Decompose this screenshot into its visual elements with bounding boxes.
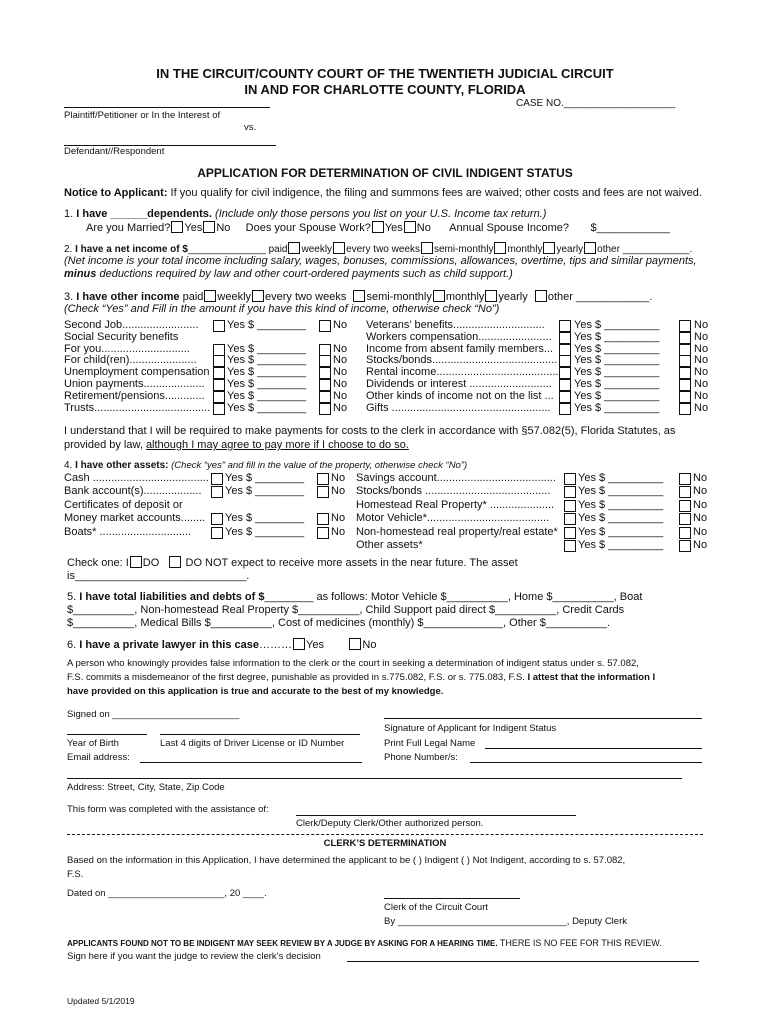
q6-line (67, 638, 376, 651)
income-item-no-checkbox[interactable] (679, 391, 691, 403)
income-item-no-checkbox[interactable] (319, 355, 331, 367)
income-item-yes-checkbox[interactable] (559, 367, 571, 379)
married-yes-label: Yes (184, 222, 203, 234)
q2-note-2-text: deductions required by law and other court-ordered payments such as child support.) (96, 268, 513, 280)
lawyer-no-label: No (362, 639, 377, 651)
asset-item-label: Other assets* (356, 539, 423, 551)
income-item-label: Rental income........................................ (366, 366, 559, 379)
income-item-label: Income from absent family members... (366, 342, 554, 355)
spouse-income-field[interactable]: $____________ (590, 222, 670, 234)
income-item-yes-checkbox[interactable] (213, 367, 225, 379)
liabilities-fields-1[interactable]: ________ as follows: Motor Vehicle $__________, Home $__________, Boat (264, 591, 643, 603)
asset-item-yes-checkbox[interactable] (564, 540, 576, 552)
income-item-no-label: No (333, 319, 348, 331)
income-item-yes-checkbox[interactable] (559, 379, 571, 391)
case-number[interactable]: CASE NO.____________________ (516, 98, 676, 109)
q2-monthly-label: monthly (507, 244, 543, 255)
income-item-label: Other kinds of income not on the list ... (366, 389, 554, 402)
income-item-amount-field[interactable]: Yes $ _________ (574, 389, 660, 402)
married-no-label: No (216, 222, 231, 234)
asset-item-yes-checkbox[interactable] (211, 473, 223, 485)
q3-monthly-label: monthly (445, 291, 485, 303)
asset-item-amount-field[interactable]: Yes $ ________ (225, 512, 305, 525)
income-item-label: For child(ren)...................... (64, 354, 197, 367)
asset-item-no-checkbox[interactable] (317, 486, 329, 498)
q3-other-checkbox[interactable] (535, 290, 547, 302)
asset-item-label: Bank account(s)................... (64, 485, 202, 498)
asset-item-amount-field[interactable]: Yes $ ________ (225, 472, 305, 484)
asset-item-amount-field[interactable]: Yes $ _________ (578, 539, 664, 551)
net-income-field[interactable]: ______________ (187, 244, 269, 255)
income-item-yes-checkbox[interactable] (559, 320, 571, 332)
do-label: DO (142, 557, 160, 569)
q1-number: 1. (64, 208, 77, 220)
dependents-field[interactable]: I have ______dependents. (76, 208, 212, 220)
q3-weekly-checkbox[interactable] (204, 290, 216, 302)
judge-review-label: Sign here if you want the judge to review the clerk’s decision (67, 951, 321, 962)
income-item-no-label: No (694, 330, 709, 343)
clerk-determination-line-1: Based on the information in this Application, I have determined the applicant to be ( ) Indigent ( ) Not Indigent, according to s. 57.082, (67, 855, 626, 866)
income-item-label: Unemployment compensation (64, 366, 210, 379)
income-item-no-checkbox[interactable] (679, 379, 691, 391)
q1-line (64, 208, 546, 220)
asset-item-yes-checkbox[interactable] (564, 486, 576, 498)
email-line[interactable] (140, 762, 362, 763)
email-label: Email address: (67, 752, 130, 763)
income-item-yes-checkbox[interactable] (213, 320, 225, 332)
court-title-line1: IN THE CIRCUIT/COUNTY COURT OF THE TWENTIETH JUDICIAL CIRCUIT (156, 66, 614, 81)
income-item-no-checkbox[interactable] (679, 367, 691, 379)
income-item-no-label: No (333, 342, 348, 355)
income-item-amount-field[interactable]: Yes $ ________ (227, 319, 307, 331)
clerk-determination-line-2: F.S. (67, 869, 84, 880)
income-item-no-label: No (333, 401, 348, 414)
married-label: Are you Married? (86, 222, 171, 234)
q4-note: (Check “yes” and fill in the value of the property, otherwise check “No”) (168, 460, 468, 471)
plaintiff-label: Plaintiff/Petitioner or In the Interest of (64, 110, 221, 121)
clerk-court-label: Clerk of the Circuit Court (384, 902, 489, 913)
asset-item-label: Homestead Real Property* ..................... (356, 498, 555, 511)
other-assets-label: I have other assets: (75, 460, 169, 471)
income-item-amount-field[interactable]: Yes $ ________ (227, 354, 307, 367)
judge-review-line[interactable] (347, 961, 699, 962)
clerk-auth-label: Clerk/Deputy Clerk/Other authorized person. (296, 818, 484, 829)
income-item-no-checkbox[interactable] (679, 344, 691, 356)
income-item-yes-checkbox[interactable] (559, 403, 571, 415)
asset-item-amount-field[interactable]: Yes $ _________ (578, 485, 664, 498)
liabilities-fields-3[interactable]: $__________, Medical Bills $__________, Cost of medicines (monthly) $_____________, Other $__________. (67, 617, 611, 629)
q4-number: 4. (64, 460, 76, 471)
warning-text: F.S. commits a misdemeanor of the first degree, punishable as provided in s.775.082, F.S. or s. 775.083, F.S. (67, 672, 528, 683)
court-title-line2: IN AND FOR CHARLOTTE COUNTY, FLORIDA (244, 82, 526, 97)
asset-item-amount-field[interactable]: Yes $ ________ (225, 485, 305, 498)
defendant-label: Defendant//Respondent (64, 146, 165, 157)
q2-yearly-label: yearly (556, 244, 584, 255)
review-notice-rest: THERE IS NO FEE FOR THIS REVIEW. (497, 938, 662, 948)
review-notice-bold: APPLICANTS FOUND NOT TO BE INDIGENT MAY SEEK REVIEW BY A JUDGE BY ASKING FOR A HEARING TIME. (67, 939, 498, 948)
income-item-no-checkbox[interactable] (679, 403, 691, 415)
asset-item-no-checkbox[interactable] (679, 500, 691, 512)
q2-other-checkbox[interactable] (584, 242, 596, 254)
q3-yearly-checkbox[interactable] (485, 290, 497, 302)
income-item-no-checkbox[interactable] (679, 320, 691, 332)
income-item-no-label: No (694, 354, 709, 367)
asset-item-no-label: No (693, 472, 708, 484)
private-lawyer-label: I have a private lawyer in this case (79, 639, 259, 651)
license-line[interactable] (160, 734, 360, 735)
asset-item-no-label: No (693, 485, 708, 498)
q6-dots: ……… (259, 639, 292, 651)
income-item-no-label: No (333, 354, 348, 367)
income-item-yes-checkbox[interactable] (559, 355, 571, 367)
asset-item-no-label: No (693, 512, 708, 525)
income-item-amount-field[interactable]: Yes $ ________ (227, 342, 307, 355)
applicant-signature-line[interactable] (384, 718, 702, 719)
income-item-no-label: No (694, 319, 709, 331)
spouse-work-label: Does your Spouse Work? (245, 222, 371, 234)
lawyer-no-checkbox[interactable] (349, 638, 361, 650)
income-item-amount-field[interactable]: Yes $ _________ (574, 366, 660, 379)
net-income-label: I have a net income of $ (75, 244, 188, 255)
year-birth-label: Year of Birth (67, 738, 119, 749)
spouse-work-no-label: No (416, 222, 431, 234)
asset-item-label: Motor Vehicle*........................................ (356, 512, 550, 525)
asset-item-amount-field[interactable]: Yes $ ________ (225, 525, 305, 538)
q2-yearly-checkbox[interactable] (543, 242, 555, 254)
asset-item-no-checkbox[interactable] (317, 473, 329, 485)
check-one-line (67, 556, 518, 569)
income-item-no-label: No (694, 366, 709, 379)
income-item-no-checkbox[interactable] (679, 355, 691, 367)
phone-line[interactable] (470, 762, 702, 763)
updated-date: Updated 5/1/2019 (67, 996, 135, 1006)
asset-item-yes-checkbox[interactable] (564, 473, 576, 485)
asset-item-yes-checkbox[interactable] (211, 486, 223, 498)
liabilities-label: I have total liabilities and debts of $ (79, 591, 265, 603)
q3-paid-label: paid (179, 291, 204, 303)
do-not-checkbox[interactable] (169, 556, 181, 568)
q3-semi-checkbox[interactable] (353, 290, 365, 302)
print-name-label: Print Full Legal Name (384, 738, 476, 749)
income-item-no-label: No (333, 366, 348, 379)
income-item-label: Second Job......................... (64, 319, 199, 331)
asset-item-no-label: No (331, 485, 346, 498)
spouse-work-no-checkbox[interactable] (404, 221, 416, 233)
income-item-no-label: No (333, 378, 348, 390)
income-item-amount-field[interactable]: Yes $ _________ (574, 378, 660, 390)
warning-line-3: have provided on this application is true and accurate to the best of my knowledge. (67, 686, 444, 697)
asset-item-yes-checkbox[interactable] (564, 513, 576, 525)
asset-item-no-checkbox[interactable] (679, 527, 691, 539)
income-item-amount-field[interactable]: Yes $ ________ (227, 389, 307, 402)
clerk-heading: CLERK’S DETERMINATION (323, 838, 447, 849)
q3-weekly-label: weekly (217, 291, 252, 303)
asset-item-no-label: No (331, 525, 346, 538)
signed-on-field[interactable]: Signed on ________________________ (67, 709, 240, 720)
warning-line-2 (67, 672, 655, 683)
q5-line-1 (67, 591, 642, 603)
clerk-divider (67, 834, 703, 835)
asset-item-no-checkbox[interactable] (679, 473, 691, 485)
dated-on-field[interactable]: Dated on ______________________, 20 ____. (67, 888, 267, 899)
q2-note-2 (64, 268, 513, 280)
phone-label: Phone Number/s: (384, 752, 458, 763)
q2-monthly-checkbox[interactable] (494, 242, 506, 254)
asset-item-label: Cash ...................................... (64, 472, 209, 484)
income-item-amount-field[interactable]: Yes $ _________ (574, 354, 660, 367)
print-name-line[interactable] (485, 748, 702, 749)
income-item-no-checkbox[interactable] (319, 344, 331, 356)
income-item-label: Stocks/bonds......................................... (366, 354, 558, 367)
q2-every-two-checkbox[interactable] (333, 242, 345, 254)
understand-line-2 (64, 439, 409, 451)
understand-text: provided by law, (64, 439, 146, 451)
income-item-amount-field[interactable]: Yes $ ________ (227, 378, 307, 390)
q6-number: 6. (67, 639, 80, 651)
lawyer-yes-label: Yes (306, 639, 324, 651)
married-no-checkbox[interactable] (203, 221, 215, 233)
clerk-signature-line[interactable] (384, 898, 520, 899)
do-checkbox[interactable] (130, 556, 142, 568)
married-yes-checkbox[interactable] (171, 221, 183, 233)
understand-line-1: I understand that I will be required to make payments for costs to the clerk in accordance with §57.082(5), Florida Statutes, as (64, 425, 676, 437)
q3-note: (Check “Yes” and Fill in the amount if you have this kind of income, otherwise check “No”) (64, 303, 500, 315)
form-title: APPLICATION FOR DETERMINATION OF CIVIL INDIGENT STATUS (197, 166, 573, 180)
q4-line (64, 460, 467, 471)
q2-other-label[interactable]: other ____________. (597, 244, 693, 255)
q2-line (64, 242, 692, 255)
income-item-label: Veterans’ benefits.............................. (366, 319, 545, 331)
completed-label: This form was completed with the assistance of: (67, 804, 269, 815)
q1-note: (Include only those persons you list on your U.S. Income tax return.) (211, 208, 547, 220)
q5-number: 5. (67, 591, 80, 603)
asset-item-amount-field[interactable]: Yes $ _________ (578, 498, 664, 511)
income-item-label: Union payments.................... (64, 378, 205, 390)
q3-number: 3. (64, 291, 77, 303)
q3-semi-label: semi-monthly (366, 291, 432, 303)
asset-item-yes-checkbox[interactable] (211, 527, 223, 539)
q2-weekly-checkbox[interactable] (288, 242, 300, 254)
q3-yearly-label: yearly (498, 291, 528, 303)
asset-item-yes-checkbox[interactable] (564, 527, 576, 539)
income-item-amount-field[interactable]: Yes $ _________ (574, 319, 660, 331)
income-item-label: Dividends or interest ........................... (366, 378, 552, 390)
asset-item-no-checkbox[interactable] (679, 486, 691, 498)
income-item-no-label: No (694, 401, 709, 414)
income-item-label: Trusts...................................... (64, 401, 211, 414)
asset-item-no-label: No (331, 512, 346, 525)
spouse-work-yes-label: Yes (384, 222, 403, 234)
asset-item-no-label: No (693, 539, 708, 551)
income-item-no-label: No (333, 389, 348, 402)
income-item-label: Workers compensation........................ (366, 330, 552, 343)
income-item-amount-field[interactable]: Yes $ _________ (574, 342, 660, 355)
q3-other-label[interactable]: other ____________. (547, 291, 653, 303)
address-label: Address: Street, City, State, Zip Code (67, 782, 225, 793)
liabilities-fields-2[interactable]: $__________, Non-homestead Real Property $__________, Child Support paid direct $__________, Credit Cards (67, 604, 625, 616)
asset-item-no-label: No (331, 472, 346, 484)
review-notice (67, 938, 662, 948)
q1-married-line (86, 221, 670, 234)
q3-every-two-label: every two weeks (265, 291, 347, 303)
income-item-yes-checkbox[interactable] (213, 344, 225, 356)
spouse-work-yes-checkbox[interactable] (372, 221, 384, 233)
asset-item-no-label: No (693, 498, 708, 511)
asset-item-no-checkbox[interactable] (317, 513, 329, 525)
income-item-label: Gifts .................................................... (366, 401, 551, 414)
notice-label: Notice to Applicant: (64, 187, 168, 199)
income-item-no-label: No (694, 389, 709, 402)
lawyer-yes-checkbox[interactable] (293, 638, 305, 650)
income-item-amount-field[interactable]: Yes $ ________ (227, 366, 307, 379)
q2-every-two-label: every two weeks (346, 244, 420, 255)
income-item-no-checkbox[interactable] (319, 320, 331, 332)
income-item-yes-checkbox[interactable] (213, 355, 225, 367)
income-item-label: For you............................. (64, 342, 190, 355)
income-item-yes-checkbox[interactable] (213, 391, 225, 403)
vs-label: vs. (244, 122, 257, 133)
completed-line[interactable] (296, 815, 576, 816)
paid-label: paid (268, 244, 288, 255)
q3-line (64, 290, 652, 303)
do-not-label: DO NOT expect to receive more assets in the near future. The asset (185, 557, 518, 569)
check-one-label: Check one: I (67, 557, 129, 569)
asset-item-no-checkbox[interactable] (317, 527, 329, 539)
q2-semi-label: semi-monthly (433, 244, 494, 255)
asset-item-amount-field[interactable]: Yes $ _________ (578, 472, 664, 484)
asset-item-label: Non-homestead real property/real estate* (356, 525, 558, 538)
notice (64, 187, 702, 199)
income-item-no-checkbox[interactable] (679, 332, 691, 344)
income-item-yes-checkbox[interactable] (559, 332, 571, 344)
q3-monthly-checkbox[interactable] (433, 290, 445, 302)
asset-item-no-checkbox[interactable] (679, 513, 691, 525)
asset-item-label: Stocks/bonds ......................................... (356, 485, 551, 498)
asset-item-yes-checkbox[interactable] (564, 500, 576, 512)
warning-line-1: A person who knowingly provides false information to the clerk or the court in seeking a determination of indigent status under s. 57.082, (67, 658, 639, 669)
spouse-income-label: Annual Spouse Income? (449, 222, 570, 234)
asset-item-amount-field[interactable]: Yes $ _________ (578, 525, 664, 538)
license-label: Last 4 digits of Driver License or ID Number (160, 738, 345, 749)
other-income-label: I have other income (76, 291, 180, 303)
understand-underlined: although I may agree to pay more if I choose to do so. (145, 439, 409, 451)
plaintiff-line[interactable] (64, 107, 270, 108)
q2-semi-checkbox[interactable] (421, 242, 433, 254)
year-birth-line[interactable] (67, 734, 147, 735)
income-item-amount-field[interactable]: Yes $ _________ (574, 401, 660, 414)
q2-number: 2. (64, 244, 76, 255)
income-item-no-checkbox[interactable] (319, 367, 331, 379)
minus-label: minus (64, 268, 97, 280)
q3-every-two-checkbox[interactable] (252, 290, 264, 302)
notice-text: If you qualify for civil indigence, the filing and summons fees are waived; other costs and fees are not waived. (167, 187, 702, 199)
asset-is-field[interactable]: is____________________________. (67, 570, 250, 582)
income-item-no-label: No (694, 342, 709, 355)
income-item-yes-checkbox[interactable] (213, 379, 225, 391)
income-item-yes-checkbox[interactable] (559, 391, 571, 403)
asset-item-label: Boats* .............................. (64, 525, 192, 538)
income-item-no-label: No (694, 378, 709, 390)
income-item-amount-field[interactable]: Yes $ ________ (227, 401, 307, 414)
income-item-yes-checkbox[interactable] (213, 403, 225, 415)
attest-text: I attest that the information I (527, 672, 656, 683)
income-item-amount-field[interactable]: Yes $ _________ (574, 330, 660, 343)
asset-item-yes-checkbox[interactable] (211, 513, 223, 525)
asset-item-label: Certificates of deposit or (64, 498, 183, 511)
q2-note-1: (Net income is your total income including salary, wages, bonuses, commissions, allowances, overtime, tips and similar payments, (64, 255, 697, 267)
asset-item-amount-field[interactable]: Yes $ _________ (578, 512, 664, 525)
asset-item-no-label: No (693, 525, 708, 538)
income-item-no-checkbox[interactable] (319, 379, 331, 391)
asset-item-label: Money market accounts........ (64, 512, 206, 525)
asset-item-label: Savings account....................................... (356, 472, 556, 484)
income-item-label: Retirement/pensions............. (64, 389, 205, 402)
address-line[interactable] (67, 778, 682, 779)
income-item-no-checkbox[interactable] (319, 403, 331, 415)
income-item-yes-checkbox[interactable] (559, 344, 571, 356)
income-item-no-checkbox[interactable] (319, 391, 331, 403)
deputy-clerk-field[interactable]: By ________________________________, Deputy Clerk (384, 916, 627, 927)
income-item-label: Social Security benefits (64, 330, 179, 343)
applicant-signature-label: Signature of Applicant for Indigent Status (384, 723, 557, 734)
q2-weekly-label: weekly (301, 244, 333, 255)
asset-item-no-checkbox[interactable] (679, 540, 691, 552)
